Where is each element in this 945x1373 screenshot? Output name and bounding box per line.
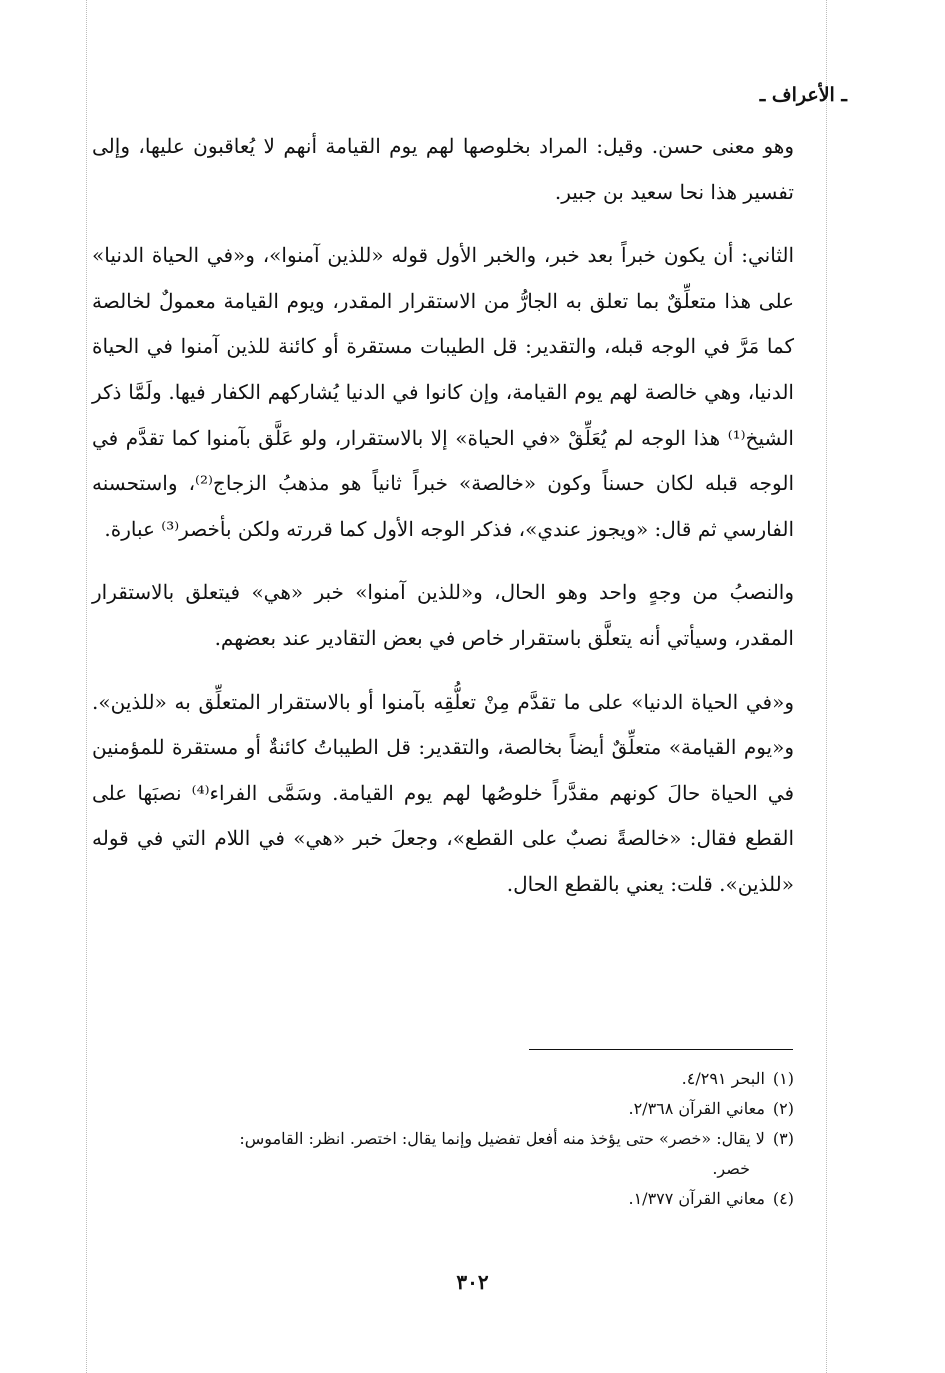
footnote-text: البحر ٤/٢٩١. bbox=[681, 1069, 765, 1088]
footnote bbox=[92, 1094, 794, 1124]
footnote-text: لا يقال: «خصر» حتى يؤخذ منه أفعل تفضيل وإنما يقال: اختصر. انظر: القاموس: bbox=[239, 1129, 765, 1148]
paragraph: و«في الحياة الدنيا» على ما تقدَّم مِنْ تعلُّقِه بآمنوا أو بالاستقرار المتعلِّق به «للذين». و«يوم القيامة» متعلِّقٌ أيضاً بخالصة، والتقدير: قل الطيباتُ كائنةٌ أو مستقرة للمؤمنين في الحياة حالَ كونهم مقدَّراً خلوصُها لهم يوم القيامة. وسَمَّى الفراء⁽⁴⁾ نصبَها على القطع فقال: «خالصةً نصبٌ على القطع»، وجعلَ خبر «هي» في اللام التي في قوله «للذين». قلت: يعني بالقطع الحال. bbox=[92, 689, 795, 896]
footnote-text: معاني القرآن ٢/٣٦٨. bbox=[628, 1099, 765, 1118]
paragraph: الثاني: أن يكون خبراً بعد خبر، والخبر الأول قوله «للذين آمنوا»، و«في الحياة الدنيا» على هذا متعلِّقٌ بما تعلق به الجارُّ من الاستقرار المقدر، ويوم القيامة معمولٌ لخالصة كما مَرَّ في الوجه قبله، والتقدير: قل الطيبات مستقرة أو كائنة للذين آمنوا في الحياة الدنيا، وهي خالصة لهم يوم القيامة، وإن كانوا في الدنيا يُشاركهم الكفار فيها. ولَمَّا ذكر الشيخ⁽¹⁾ هذا الوجه لم يُعَلِّقْ «في الحياة» إلا بالاستقرار، ولو عَلَّق بآمنوا كما تقدَّم في الوجه قبله لكان حسناً وكون «خالصة» خبراً ثانياً هو مذهبُ الزجاج⁽²⁾، واستحسنه الفارسي ثم قال: «ويجوز عندي»، فذكر الوجه الأول كما قررته ولكن بأخصر⁽³⁾ عبارة. bbox=[92, 243, 794, 541]
footnote-continuation: خصر. bbox=[712, 1159, 750, 1178]
running-header: ـ الأعراف ـ bbox=[759, 84, 847, 106]
paragraph: وهو معنى حسن. وقيل: المراد بخلوصها لهم يوم القيامة أنهم لا يُعاقبون عليها، وإلى تفسير هذا نحا سعيد بن جبير. bbox=[92, 134, 794, 204]
footnote-number: (٤) bbox=[772, 1189, 794, 1208]
scan-edge-line bbox=[86, 0, 87, 1373]
page-number: ٣٠٢ bbox=[456, 1270, 489, 1294]
main-text bbox=[92, 124, 794, 926]
footnote bbox=[92, 1124, 794, 1154]
footnote bbox=[92, 1064, 794, 1094]
footnotes bbox=[92, 1064, 794, 1214]
footnote bbox=[92, 1184, 794, 1214]
footnote-text: معاني القرآن ١/٣٧٧. bbox=[628, 1189, 765, 1208]
footnote-number: (١) bbox=[772, 1069, 794, 1088]
scan-edge-line bbox=[826, 0, 827, 1373]
footnote-number: (٣) bbox=[772, 1129, 794, 1148]
paragraph: والنصبُ من وجهٍ واحد وهو الحال، و«للذين آمنوا» خبر «هي» فيتعلق بالاستقرار المقدر، وسيأتي أنه يتعلَّق باستقرار خاص في بعض التقادير عند بعضهم. bbox=[92, 580, 794, 650]
footnote-number: (٢) bbox=[772, 1099, 794, 1118]
footnote-separator bbox=[529, 1049, 793, 1050]
